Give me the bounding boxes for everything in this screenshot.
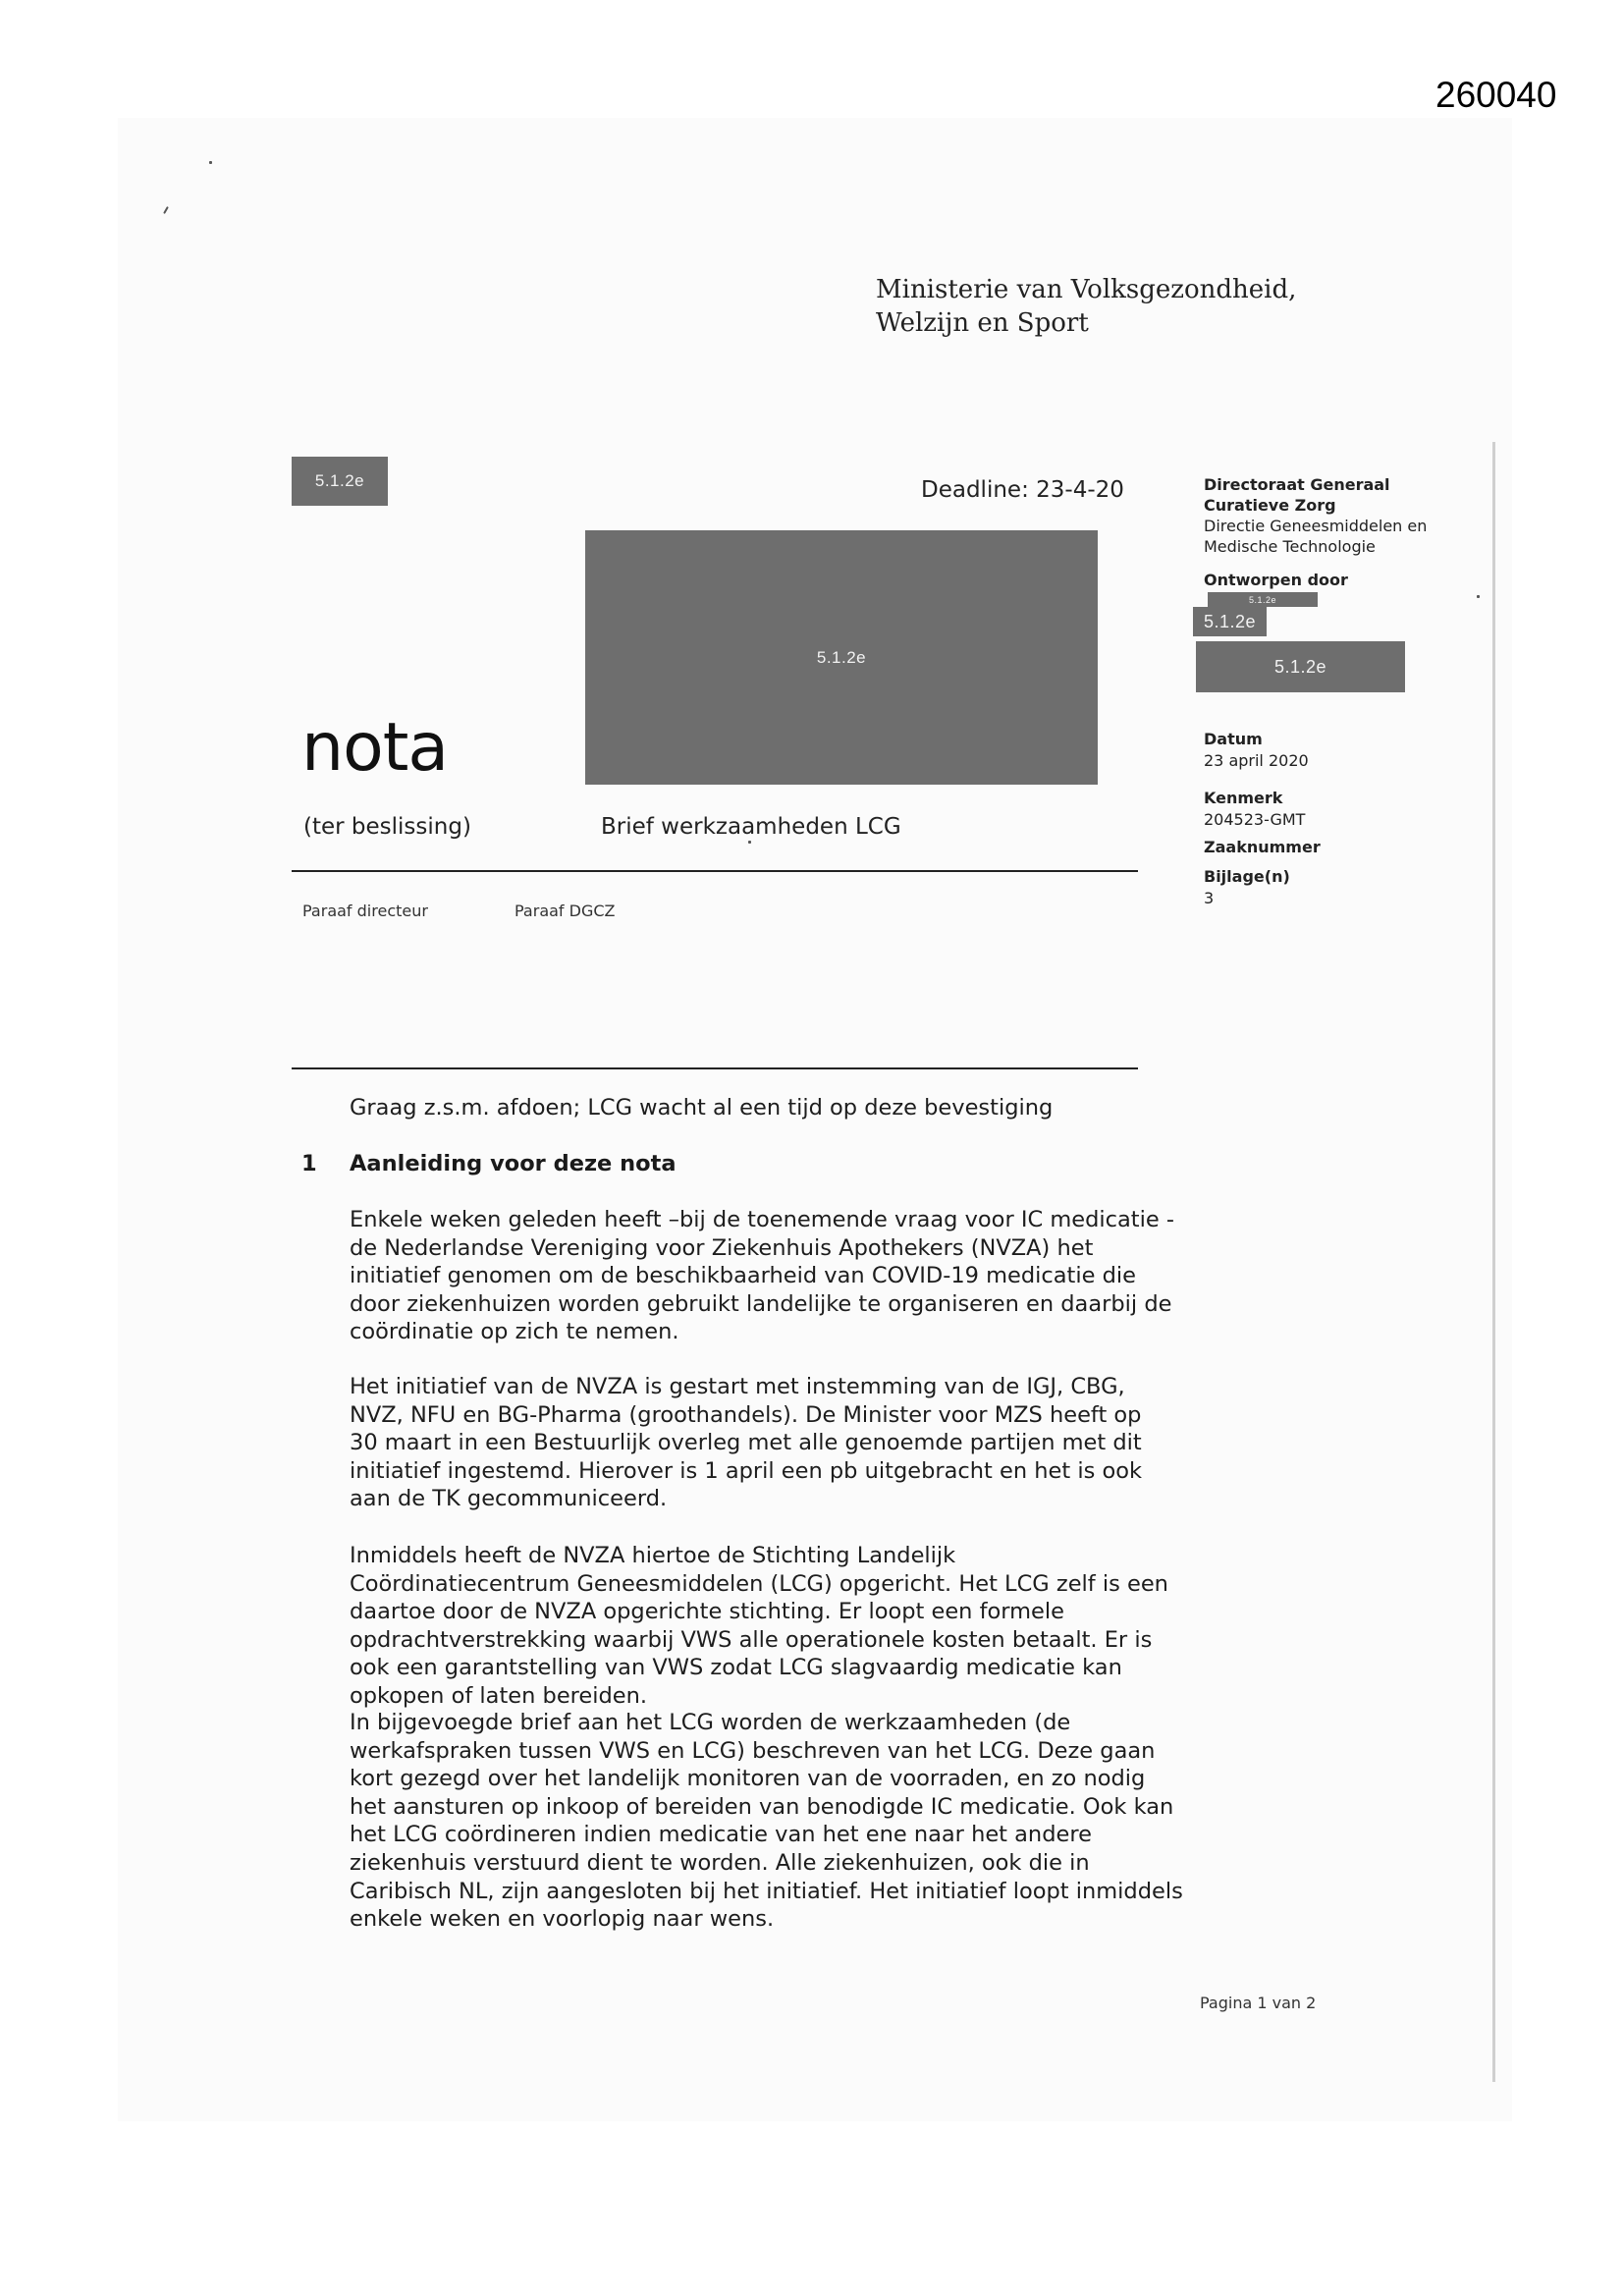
dg-line-1: Directoraat Generaal bbox=[1204, 475, 1390, 494]
paragraph-2: Het initiatief van de NVZA is gestart met instemming van de IGJ, CBG, NVZ, NFU en BG-Pharma (groothandels). De Minister voor MZS heeft op 30 maart in een Bestuurlijk overleg met alle genoemde partijen met dit initiatief ingestemd. Hierover is 1 april een pb uitgebracht en het is ook aan de TK gecommuniceerd. bbox=[350, 1374, 1143, 1512]
ministry-name bbox=[876, 273, 1296, 340]
document-title: nota bbox=[301, 709, 449, 787]
redaction-label: 5.1.2e bbox=[1203, 611, 1257, 631]
paraaf-dgcz: Paraaf DGCZ bbox=[514, 902, 616, 920]
scan-speck bbox=[209, 161, 212, 164]
sidebar-datum-label: Datum bbox=[1204, 730, 1263, 748]
deadline-text: Deadline: 23-4-20 bbox=[921, 477, 1124, 503]
sidebar-bijlagen-value: 3 bbox=[1204, 889, 1215, 907]
scan-speck bbox=[748, 841, 751, 844]
redaction-label: 5.1.2e bbox=[1248, 594, 1277, 605]
document-subtitle: (ter beslissing) bbox=[303, 814, 471, 840]
sidebar-ontworpen-label: Ontworpen door bbox=[1204, 571, 1348, 589]
paragraph-4: In bijgevoegde brief aan het LCG worden de werkzaamheden (de werkafspraken tussen VWS en LCG) beschreven van het LCG. Deze gaan kort gezegd over het landelijk monitoren van de voorraden, en zo nodig het aansturen op inkoop of bereiden van benodigde IC medicatie. Ook kan het LCG coördineren indien medicatie van het ene naar het andere ziekenhuis verstuurd dient te worden. Alle ziekenhuizen, ook die in Caribisch NL, zijn aangesloten bij het initiatief. Het initiatief loopt inmiddels enkele weken en voorlopig naar wens. bbox=[350, 1710, 1183, 1933]
directie-line-2: Medische Technologie bbox=[1204, 537, 1376, 556]
sidebar-kenmerk-value: 204523-GMT bbox=[1204, 810, 1306, 829]
sidebar-kenmerk-label: Kenmerk bbox=[1204, 789, 1283, 807]
section-number: 1 bbox=[301, 1151, 317, 1176]
redaction-label: 5.1.2e bbox=[314, 471, 365, 490]
sidebar-datum-value: 23 april 2020 bbox=[1204, 751, 1309, 770]
sidebar-directoraat bbox=[1204, 474, 1427, 557]
section-title: Aanleiding voor deze nota bbox=[350, 1151, 677, 1176]
sidebar-zaaknummer-label: Zaaknummer bbox=[1204, 838, 1321, 856]
sidebar-bijlagen-label: Bijlage(n) bbox=[1204, 867, 1290, 886]
document-number: 260040 bbox=[1435, 75, 1557, 115]
redaction-block-designer-large bbox=[1196, 641, 1405, 692]
ministry-line-2: Welzijn en Sport bbox=[876, 308, 1089, 338]
scan-speck bbox=[1477, 595, 1480, 598]
header-divider bbox=[292, 870, 1138, 872]
page-number: Pagina 1 van 2 bbox=[1200, 1994, 1317, 2012]
redaction-block-signature bbox=[585, 530, 1098, 785]
ministry-line-1: Ministerie van Volksgezondheid, bbox=[876, 275, 1297, 304]
document-subject: Brief werkzaamheden LCG bbox=[601, 814, 901, 840]
paragraph-1: Enkele weken geleden heeft –bij de toenemende vraag voor IC medicatie - de Nederlandse Vereniging voor Ziekenhuis Apothekers (NVZA) het initiatief genomen om de beschikbaarheid van COVID-19 medicatie die door ziekenhuizen worden gebruikt landelijke te organiseren en daarbij de coördinatie op zich te nemen. bbox=[350, 1207, 1174, 1345]
redaction-block-designer-small bbox=[1208, 592, 1318, 607]
paragraph-3: Inmiddels heeft de NVZA hiertoe de Stichting Landelijk Coördinatiecentrum Geneesmiddelen (LCG) opgericht. Het LCG zelf is een daartoe door de NVZA opgerichte stichting. Er loopt een formele opdrachtverstrekking waarbij VWS alle operationele kosten betaalt. Er is ook een garantstelling van VWS zodat LCG slagvaardig medicatie kan opkopen of laten bereiden. bbox=[350, 1543, 1168, 1709]
paraaf-divider bbox=[292, 1067, 1138, 1069]
paraaf-directeur: Paraaf directeur bbox=[302, 902, 428, 920]
urgent-note: Graag z.s.m. afdoen; LCG wacht al een tijd op deze bevestiging bbox=[350, 1095, 1054, 1121]
dg-line-2: Curatieve Zorg bbox=[1204, 496, 1336, 515]
redaction-label: 5.1.2e bbox=[816, 647, 867, 667]
redaction-label: 5.1.2e bbox=[1273, 656, 1327, 677]
sidebar-divider bbox=[1492, 442, 1495, 2082]
directie-line-1: Directie Geneesmiddelen en bbox=[1204, 517, 1428, 535]
redaction-block-designer-medium bbox=[1193, 607, 1267, 636]
redaction-block-author bbox=[292, 457, 388, 506]
